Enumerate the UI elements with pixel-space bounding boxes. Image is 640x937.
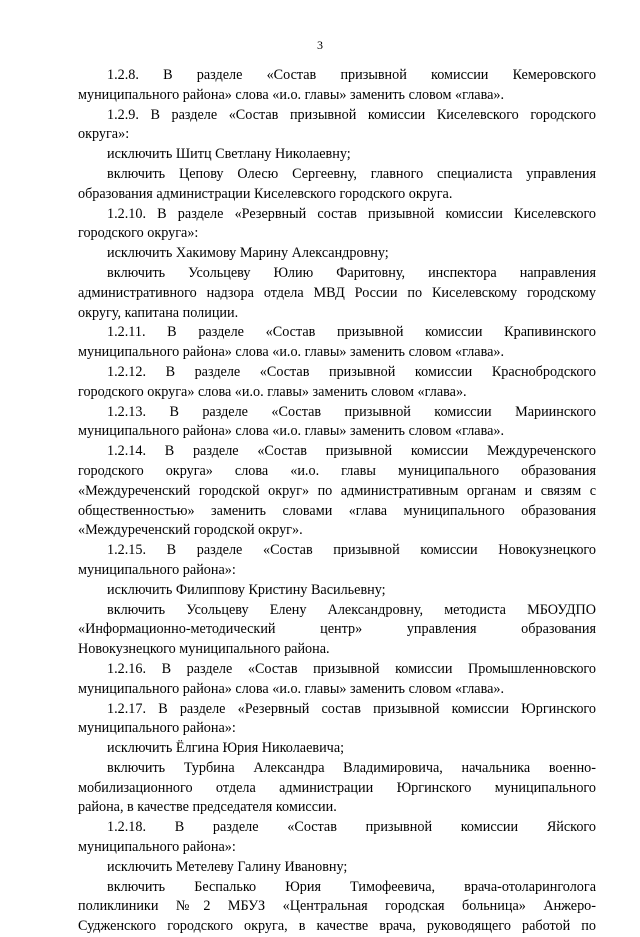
text-line: мобилизационного отдела администрации Юргинского муниципального	[78, 779, 596, 796]
text-line: городского округа»:	[78, 225, 199, 242]
text-line: включить Усольцеву Юлию Фаритовну, инспектора направления	[107, 264, 596, 281]
text-line: 1.2.9. В разделе «Состав призывной комиссии Киселевского городского	[107, 106, 596, 123]
text-line: «Междуреченский городской округ» по административным органам и связям с	[78, 482, 596, 499]
text-line: «Междуреченский городской округ».	[78, 522, 303, 539]
text-line: поликлиники №2 МБУЗ «Центральная городская больница» Анжеро-	[78, 898, 596, 915]
text-line: Новокузнецкого муниципального района.	[78, 641, 330, 658]
text-line: включить Цепову Олесю Сергеевну, главного специалиста управления	[107, 165, 596, 182]
text-line: 1.2.15. В разделе «Состав призывной комиссии Новокузнецкого	[107, 542, 596, 559]
text-line: административного надзора отдела МВД России по Киселевскому городскому	[78, 284, 596, 301]
text-line: городского округа» слова «и.о. главы муниципального образования	[78, 462, 596, 479]
text-line: муниципального района» слова «и.о. главы» заменить словом «глава».	[78, 680, 505, 697]
text-line: муниципального района» слова «и.о. главы» заменить словом «глава».	[78, 86, 505, 103]
text-line: Судженского городского округа, в качестве врача, руководящего работой по	[78, 918, 596, 935]
page-number: 3	[317, 38, 323, 52]
text-line: включить Беспалько Юрия Тимофеевича, врача-отоларинголога	[107, 878, 596, 895]
text-line: исключить Хакимову Марину Александровну;	[107, 245, 389, 262]
text-line: 1.2.14. В разделе «Состав призывной комиссии Междуреченского	[107, 443, 596, 460]
text-line: округа»:	[78, 126, 130, 143]
text-line: исключить Шитц Светлану Николаевну;	[107, 146, 351, 163]
text-line: включить Усольцеву Елену Александровну, методиста МБОУДПО	[107, 601, 596, 618]
text-line: округу, капитана полиции.	[78, 304, 239, 321]
text-line: муниципального района»:	[78, 839, 236, 856]
text-line: исключить Ёлгина Юрия Николаевича;	[107, 740, 345, 757]
text-line: «Информационно-методический центр» управления образования	[78, 621, 596, 638]
text-line: муниципального района» слова «и.о. главы» заменить словом «глава».	[78, 344, 505, 361]
text-line: общественностью» заменить словами «глава муниципального образования	[78, 502, 596, 519]
text-line: включить Турбина Александра Владимировича, начальника военно-	[107, 759, 596, 776]
text-line: 1.2.11. В разделе «Состав призывной комиссии Крапивинского	[107, 324, 596, 341]
text-line: 1.2.13. В разделе «Состав призывной комиссии Мариинского	[107, 403, 596, 420]
text-line: муниципального района»:	[78, 561, 236, 578]
text-line: 1.2.8. В разделе «Состав призывной комиссии Кемеровского	[107, 67, 596, 83]
text-line: 1.2.16. В разделе «Состав призывной комиссии Промышленновского	[107, 660, 596, 677]
text-line: 1.2.12. В разделе «Состав призывной комиссии Краснобродского	[107, 363, 596, 380]
document-body	[78, 66, 596, 937]
text-line: исключить Метелеву Галину Ивановну;	[107, 858, 348, 875]
text-line: муниципального района»:	[78, 720, 236, 737]
text-line: образования администрации Киселевского городского округа.	[78, 185, 453, 202]
text-line: муниципального района» слова «и.о. главы» заменить словом «глава».	[78, 423, 505, 440]
text-line: 1.2.10. В разделе «Резервный состав призывной комиссии Киселевского	[107, 205, 596, 222]
text-line: 1.2.17. В разделе «Резервный состав призывной комиссии Юргинского	[107, 700, 596, 717]
text-line: городского округа» слова «и.о. главы» заменить словом «глава».	[78, 383, 467, 400]
text-line: района, в качестве председателя комиссии.	[78, 799, 337, 816]
text-line: 1.2.18. В разделе «Состав призывной комиссии Яйского	[107, 819, 596, 836]
text-line: исключить Филиппову Кристину Васильевну;	[107, 581, 386, 598]
